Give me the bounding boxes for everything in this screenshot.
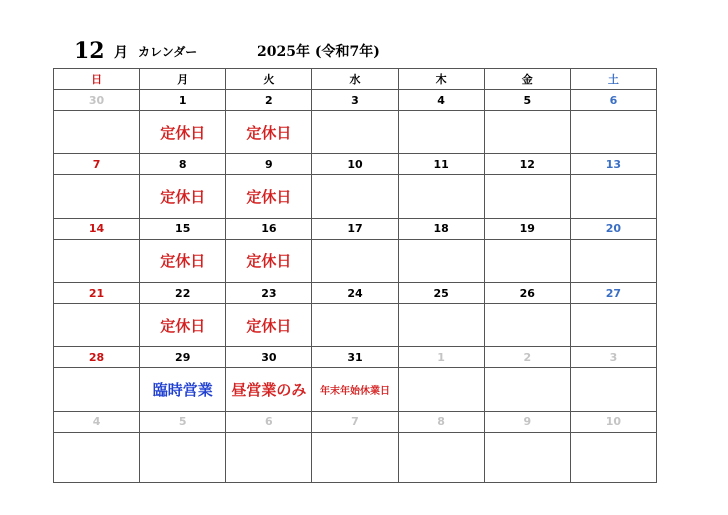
note-cell (226, 432, 312, 482)
date-cell: 11 (398, 154, 484, 175)
note-cell-closed: 定休日 (140, 175, 226, 218)
date-cell: 30 (226, 347, 312, 368)
note-cell (570, 304, 656, 347)
date-cell: 2 (484, 347, 570, 368)
date-cell: 14 (54, 218, 140, 239)
note-cell (54, 304, 140, 347)
calendar-header (0, 0, 728, 68)
date-cell: 2 (226, 90, 312, 111)
note-cell-special-open: 臨時営業 (140, 368, 226, 411)
note-cell (484, 239, 570, 282)
note-cell (570, 368, 656, 411)
date-cell: 28 (54, 347, 140, 368)
month-unit: 月 (114, 45, 128, 61)
date-cell: 16 (226, 218, 312, 239)
note-cell (398, 239, 484, 282)
note-row (54, 368, 657, 411)
date-cell: 23 (226, 282, 312, 303)
weekday-saturday: 土 (570, 69, 656, 90)
date-row (54, 154, 657, 175)
note-cell-closed: 定休日 (140, 304, 226, 347)
date-cell: 8 (140, 154, 226, 175)
date-cell: 7 (54, 154, 140, 175)
note-cell (398, 368, 484, 411)
date-cell: 4 (54, 411, 140, 432)
date-cell: 9 (226, 154, 312, 175)
note-cell (54, 368, 140, 411)
weekday-friday: 金 (484, 69, 570, 90)
note-row (54, 432, 657, 482)
note-cell (570, 175, 656, 218)
date-cell: 1 (398, 347, 484, 368)
weekday-monday: 月 (140, 69, 226, 90)
note-cell (312, 175, 398, 218)
note-cell (398, 175, 484, 218)
date-cell: 31 (312, 347, 398, 368)
date-row (54, 411, 657, 432)
note-cell (484, 432, 570, 482)
date-cell: 3 (570, 347, 656, 368)
month-number: 12 (74, 38, 105, 64)
date-cell: 18 (398, 218, 484, 239)
note-row (54, 239, 657, 282)
note-cell (398, 432, 484, 482)
date-cell: 8 (398, 411, 484, 432)
note-cell (570, 111, 656, 154)
note-cell-holiday: 年末年始休業日 (312, 368, 398, 411)
calendar-label: カレンダー (138, 45, 198, 59)
note-cell (484, 175, 570, 218)
note-row (54, 175, 657, 218)
weekday-wednesday: 水 (312, 69, 398, 90)
note-row (54, 304, 657, 347)
weekday-thursday: 木 (398, 69, 484, 90)
note-cell (398, 304, 484, 347)
note-cell (54, 239, 140, 282)
note-cell (54, 432, 140, 482)
date-cell: 7 (312, 411, 398, 432)
note-cell (570, 432, 656, 482)
note-cell (54, 175, 140, 218)
note-cell (312, 239, 398, 282)
weekday-sunday: 日 (54, 69, 140, 90)
note-cell-closed: 定休日 (226, 239, 312, 282)
date-row (54, 282, 657, 303)
date-cell: 6 (226, 411, 312, 432)
date-cell: 1 (140, 90, 226, 111)
date-cell: 4 (398, 90, 484, 111)
note-cell (398, 111, 484, 154)
date-cell: 15 (140, 218, 226, 239)
date-row (54, 347, 657, 368)
note-cell (570, 239, 656, 282)
note-cell (484, 111, 570, 154)
note-cell-closed: 定休日 (226, 175, 312, 218)
weekday-tuesday: 火 (226, 69, 312, 90)
date-cell: 10 (570, 411, 656, 432)
date-cell: 9 (484, 411, 570, 432)
date-cell: 27 (570, 282, 656, 303)
note-cell-closed: 定休日 (226, 111, 312, 154)
note-cell (312, 432, 398, 482)
date-cell: 19 (484, 218, 570, 239)
date-cell: 25 (398, 282, 484, 303)
date-cell: 24 (312, 282, 398, 303)
note-cell (484, 304, 570, 347)
date-cell: 3 (312, 90, 398, 111)
date-cell: 17 (312, 218, 398, 239)
note-cell (54, 111, 140, 154)
date-cell: 20 (570, 218, 656, 239)
note-cell-closed: 定休日 (226, 304, 312, 347)
calendar-grid (53, 68, 657, 483)
note-cell (312, 111, 398, 154)
date-cell: 5 (140, 411, 226, 432)
weekday-header-row (54, 69, 657, 90)
date-row (54, 218, 657, 239)
date-cell: 30 (54, 90, 140, 111)
date-cell: 13 (570, 154, 656, 175)
date-cell: 22 (140, 282, 226, 303)
date-cell: 5 (484, 90, 570, 111)
date-cell: 29 (140, 347, 226, 368)
note-cell (312, 304, 398, 347)
note-cell-lunch-only: 昼営業のみ (226, 368, 312, 411)
date-cell: 6 (570, 90, 656, 111)
date-cell: 12 (484, 154, 570, 175)
date-row (54, 90, 657, 111)
date-cell: 10 (312, 154, 398, 175)
note-row (54, 111, 657, 154)
note-cell-closed: 定休日 (140, 239, 226, 282)
date-cell: 26 (484, 282, 570, 303)
note-cell (140, 432, 226, 482)
note-cell (484, 368, 570, 411)
year-label: 2025年 (令和7年) (257, 44, 380, 60)
note-cell-closed: 定休日 (140, 111, 226, 154)
date-cell: 21 (54, 282, 140, 303)
